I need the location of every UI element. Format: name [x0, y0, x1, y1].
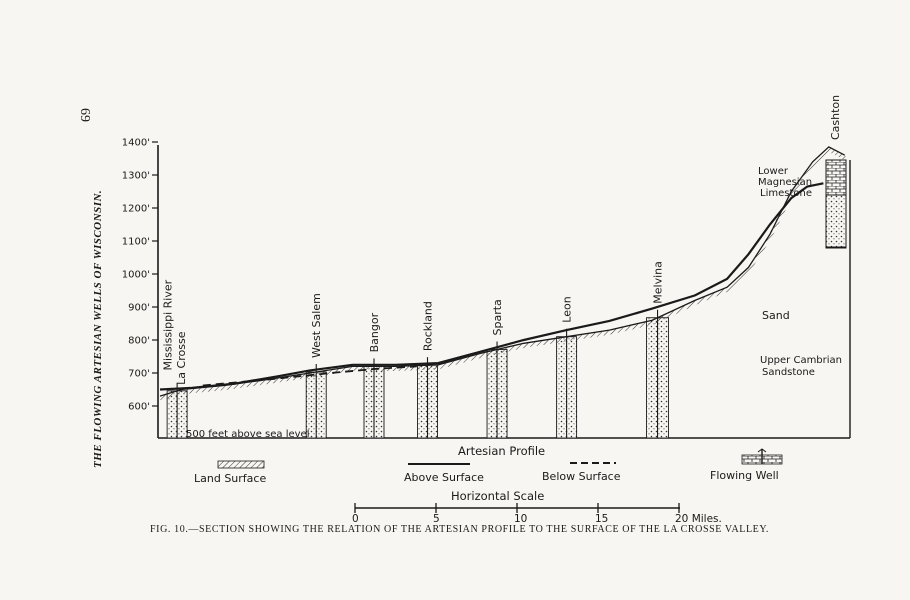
horizontal-scale-title: Horizontal Scale [451, 489, 545, 503]
station-label: Cashton [828, 94, 842, 140]
running-head: THE FLOWING ARTESIAN WELLS OF WISCONSIN. [92, 189, 104, 468]
station-label: West Salem [310, 293, 324, 359]
station-label: La Crosse [175, 331, 189, 385]
scale-tick-label: 15 [595, 513, 609, 525]
y-tick-label: 600' [128, 401, 150, 413]
legend-below-surface-label: Below Surface [542, 470, 621, 483]
formation-label-upper-cambrian: Upper Cambrian [760, 355, 843, 366]
y-tick-label: 900' [128, 302, 150, 314]
page-number: 69 [77, 108, 92, 122]
formation-label-sand: Sand [762, 309, 790, 322]
y-axis-ticks [122, 138, 158, 413]
well-columns [167, 310, 668, 438]
horizontal-scale [352, 489, 722, 525]
figure-caption: FIG. 10.—SECTION SHOWING THE RELATION OF THE ARTESIAN PROFILE TO THE SURFACE OF THE LA CROSSE VALLEY. [150, 524, 770, 535]
y-tick-label: 800' [128, 335, 150, 347]
legend-land-surface-label: Land Surface [194, 472, 267, 485]
scale-tick-label: 10 [514, 513, 528, 525]
scale-tick-label: 0 [352, 513, 359, 525]
base-note: 500 feet above sea level [186, 429, 310, 440]
station-label: Bangor [368, 312, 381, 353]
station-label: Mississippi River [161, 279, 175, 371]
artesian-profile-title: Artesian Profile [458, 444, 546, 458]
formation-label-lower: Lower [758, 166, 788, 177]
sandstone-block [826, 195, 846, 247]
cashton-formation-block [826, 160, 846, 248]
legend-flowing-well-label: Flowing Well [710, 469, 779, 482]
station-label: Rockland [421, 301, 435, 352]
formation-label-sandstone: Sandstone [762, 367, 815, 378]
formation-label-limestone: Limestone [760, 188, 812, 199]
scale-tick-label: 5 [433, 513, 440, 525]
y-tick-label: 1100' [121, 236, 150, 248]
legend-land-surface-swatch [218, 461, 264, 468]
y-tick-label: 700' [128, 368, 150, 380]
y-tick-label: 1200' [121, 203, 150, 215]
station-label: Sparta [491, 299, 505, 336]
scale-tick-label: 20 Miles. [675, 513, 722, 525]
y-tick-label: 1300' [121, 170, 150, 182]
station-label: Leon [560, 296, 574, 323]
station-label: Melvina [651, 261, 665, 304]
station-labels [161, 95, 841, 385]
y-tick-label: 1400' [121, 137, 150, 149]
formation-label-magnesian: Magnesian [758, 177, 813, 188]
y-tick-label: 1000' [121, 269, 150, 281]
legend-flowing-well-symbol [742, 449, 782, 464]
legend-above-surface-label: Above Surface [404, 471, 484, 484]
